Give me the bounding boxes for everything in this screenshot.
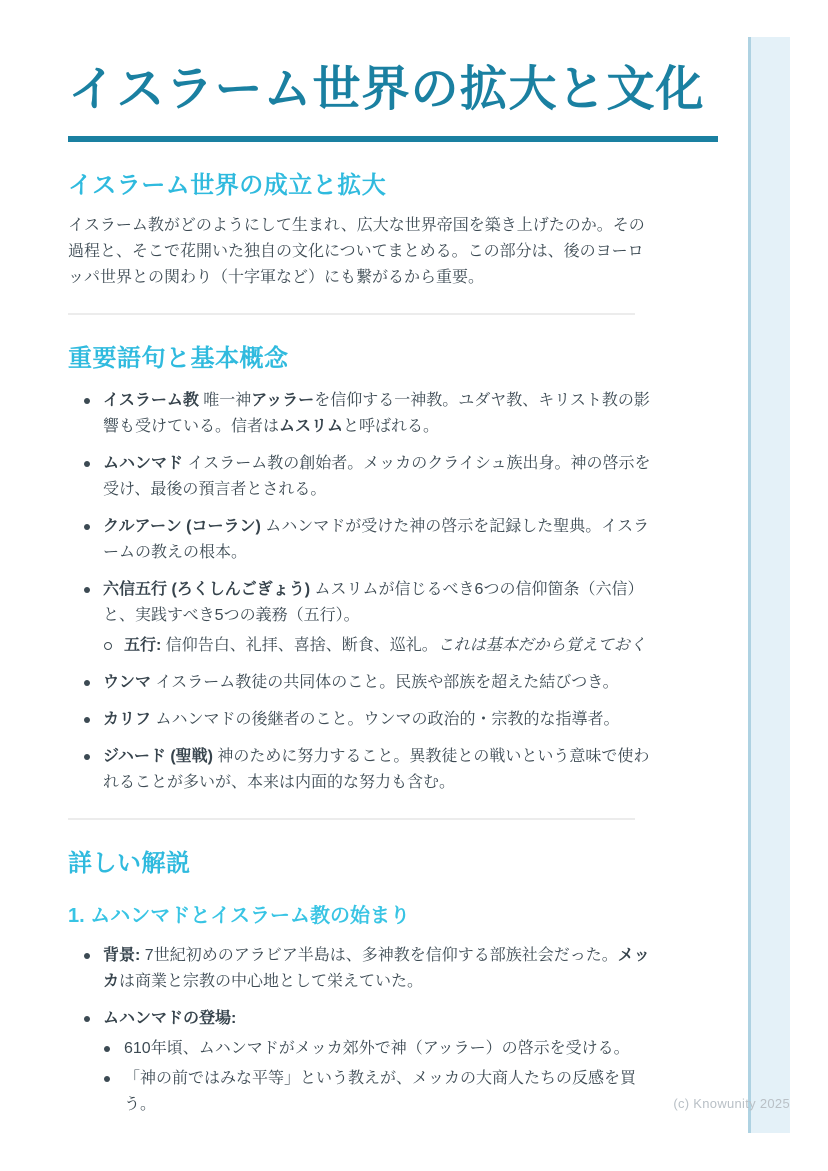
- disc-bullet-icon: [84, 754, 90, 760]
- list-item-text: 背景: 7世紀初めのアラビア半島は、多神教を信仰する部族社会だった。メッカは商業と宗教の中心地として栄えていた。: [103, 947, 650, 991]
- list-item-text: 六信五行 (ろくしんごぎょう) ムスリムが信じるべき6つの信仰箇条（六信）と、実践すべき5つの義務（五行）。: [103, 581, 644, 624]
- list-item-text: ウンマ イスラーム教徒の共同体のこと。民族や部族を超えた結びつき。: [103, 674, 619, 691]
- section-heading-terms: 重要語句と基本概念: [68, 344, 289, 372]
- watermark: (c) Knowunity 2025: [673, 1096, 790, 1111]
- detail-list: [68, 943, 653, 1118]
- list-item: [68, 670, 653, 696]
- nested-list: [103, 1036, 653, 1118]
- list-item-text: 五行: 信仰告白、礼拝、喜捨、断食、巡礼。これは基本だから覚えておく: [124, 637, 646, 654]
- disc-bullet-icon: [104, 1076, 110, 1082]
- disc-bullet-icon: [84, 1016, 90, 1022]
- disc-bullet-icon: [84, 680, 90, 686]
- section-heading-detail: 詳しい解説: [68, 850, 191, 877]
- disc-bullet-icon: [84, 524, 90, 530]
- page-title: イスラーム世界の拡大と文化: [68, 62, 718, 142]
- intro-paragraph: イスラーム教がどのようにして生まれ、広大な世界帝国を築き上げたのか。その過程と、そこで花開いた独自の文化についてまとめる。この部分は、後のヨーロッパ世界との関わり（十字軍など）にも繋がるから重要。: [68, 216, 645, 286]
- disc-bullet-icon: [84, 398, 90, 404]
- section-divider: [68, 313, 635, 315]
- disc-bullet-icon: [84, 587, 90, 593]
- nested-list: [103, 633, 653, 659]
- list-item-text: カリフ ムハンマドの後継者のこと。ウンマの政治的・宗教的な指導者。: [103, 711, 620, 728]
- right-accent-bar: [748, 37, 790, 1133]
- disc-bullet-icon: [84, 461, 90, 467]
- list-item: [68, 388, 653, 440]
- list-item-text: ムハンマドの登場:: [103, 1010, 237, 1028]
- circle-bullet-icon: [104, 642, 112, 650]
- list-item: [68, 1006, 653, 1118]
- list-item: [103, 1066, 653, 1118]
- list-item: [68, 451, 653, 503]
- section-heading-intro: イスラーム世界の成立と拡大: [68, 171, 387, 199]
- list-item: [68, 943, 653, 995]
- list-item: [68, 577, 653, 659]
- list-item-text: イスラーム教 唯一神アッラーを信仰する一神教。ユダヤ教、キリスト教の影響も受けている。信者はムスリムと呼ばれる。: [103, 392, 650, 435]
- list-item-text: ジハード (聖戦) 神のために努力すること。異教徒との戦いという意味で使われることが多いが、本来は内面的な努力も含む。: [103, 748, 650, 791]
- disc-bullet-icon: [104, 1046, 110, 1052]
- list-item-text: 610年頃、ムハンマドがメッカ郊外で神（アッラー）の啓示を受ける。: [124, 1040, 630, 1058]
- disc-bullet-icon: [84, 953, 90, 959]
- list-item: [68, 707, 653, 733]
- terms-list: [68, 388, 653, 796]
- list-item-text: 「神の前ではみな平等」という教えが、メッカの大商人たちの反感を買う。: [124, 1070, 637, 1114]
- section-divider: [68, 818, 635, 820]
- list-item-text: ムハンマド イスラーム教の創始者。メッカのクライシュ族出身。神の啓示を受け、最後の預言者とされる。: [103, 455, 651, 498]
- list-item: [68, 514, 653, 566]
- list-item: [68, 744, 653, 796]
- disc-bullet-icon: [84, 717, 90, 723]
- list-item: [103, 633, 653, 659]
- subsection-heading-muhammad: 1. ムハンマドとイスラーム教の始まり: [68, 905, 411, 928]
- document-content: [68, 0, 718, 1129]
- list-item-text: クルアーン (コーラン) ムハンマドが受けた神の啓示を記録した聖典。イスラームの教えの根本。: [103, 518, 650, 561]
- list-item: [103, 1036, 653, 1062]
